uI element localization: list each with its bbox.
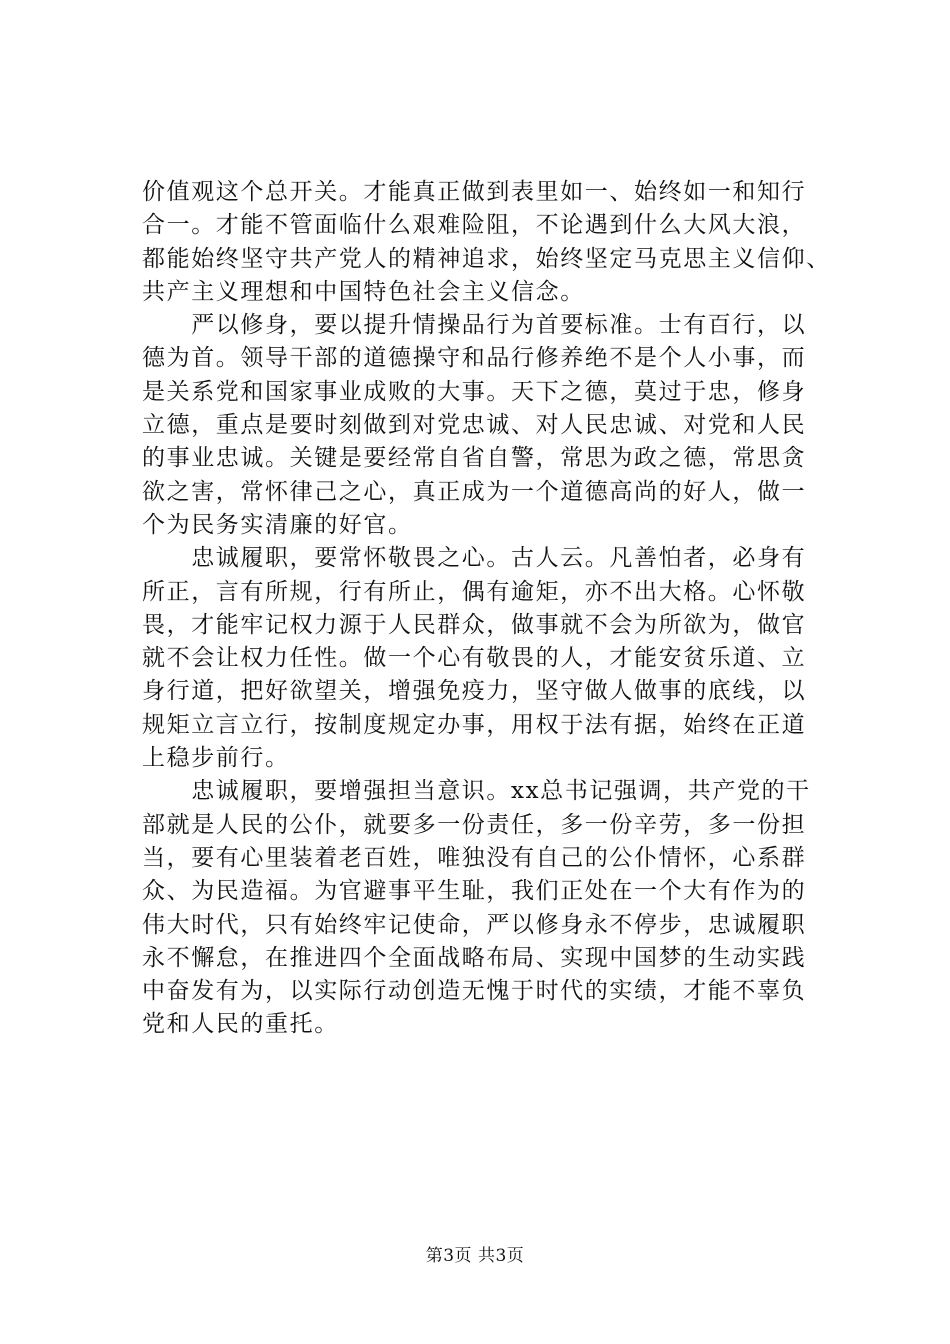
text-line: 党和人民的重托。 xyxy=(142,1011,339,1038)
page-number-footer: 第3页 共3页 xyxy=(425,1246,525,1266)
text-line: 价值观这个总开关。才能真正做到表里如一、始终如一和知行 xyxy=(142,179,807,205)
text-line: 规矩立言立行，按制度规定办事，用权于法有据，始终在正道 xyxy=(142,711,807,738)
text-line: 畏，才能牢记权力源于人民群众，做事就不会为所欲为，做官 xyxy=(142,611,807,638)
text-line: 个为民务实清廉的好官。 xyxy=(142,511,413,538)
text-line: 的事业忠诚。关键是要经常自省自警，常思为政之德，常思贪 xyxy=(142,445,807,472)
text-line: 欲之害，常怀律己之心，真正成为一个道德高尚的好人，做一 xyxy=(142,478,807,505)
text-line: 众、为民造福。为官避事平生耻，我们正处在一个大有作为的 xyxy=(142,878,807,905)
text-line: 伟大时代，只有始终牢记使命，严以修身永不停步，忠诚履职 xyxy=(142,911,807,938)
text-line: 共产主义理想和中国特色社会主义信念。 xyxy=(142,278,585,305)
text-line: 立德，重点是要时刻做到对党忠诚、对人民忠诚、对党和人民 xyxy=(142,412,807,439)
text-line: 就不会让权力任性。做一个心有敬畏的人，才能安贫乐道、立 xyxy=(142,645,807,672)
text-line: 忠诚履职，要增强担当意识。xx总书记强调，共产党的干 xyxy=(142,778,811,805)
text-line: 身行道，把好欲望关，增强免疫力，坚守做人做事的底线，以 xyxy=(142,678,807,705)
text-line: 都能始终坚守共产党人的精神追求，始终坚定马克思主义信仰、 xyxy=(142,245,831,272)
text-line: 严以修身，要以提升情操品行为首要标准。士有百行，以 xyxy=(142,312,807,339)
text-line: 合一。才能不管面临什么艰难险阻，不论遇到什么大风大浪， xyxy=(142,212,807,239)
text-line: 中奋发有为，以实际行动创造无愧于时代的实绩，才能不辜负 xyxy=(142,978,807,1005)
text-line: 所正，言有所规，行有所止，偶有逾矩，亦不出大格。心怀敬 xyxy=(142,578,807,605)
text-line: 忠诚履职，要常怀敬畏之心。古人云。凡善怕者，必身有 xyxy=(142,545,807,572)
text-line: 德为首。领导干部的道德操守和品行修养绝不是个人小事，而 xyxy=(142,345,807,372)
text-line: 当，要有心里装着老百姓，唯独没有自己的公仆情怀，心系群 xyxy=(142,844,807,871)
text-line: 部就是人民的公仆，就要多一份责任，多一份辛劳，多一份担 xyxy=(142,811,807,838)
body-text xyxy=(142,176,842,1042)
text-line: 是关系党和国家事业成败的大事。天下之德，莫过于忠，修身 xyxy=(142,378,807,405)
text-line: 永不懈怠，在推进四个全面战略布局、实现中国梦的生动实践 xyxy=(142,944,807,971)
text-line: 上稳步前行。 xyxy=(142,745,290,772)
